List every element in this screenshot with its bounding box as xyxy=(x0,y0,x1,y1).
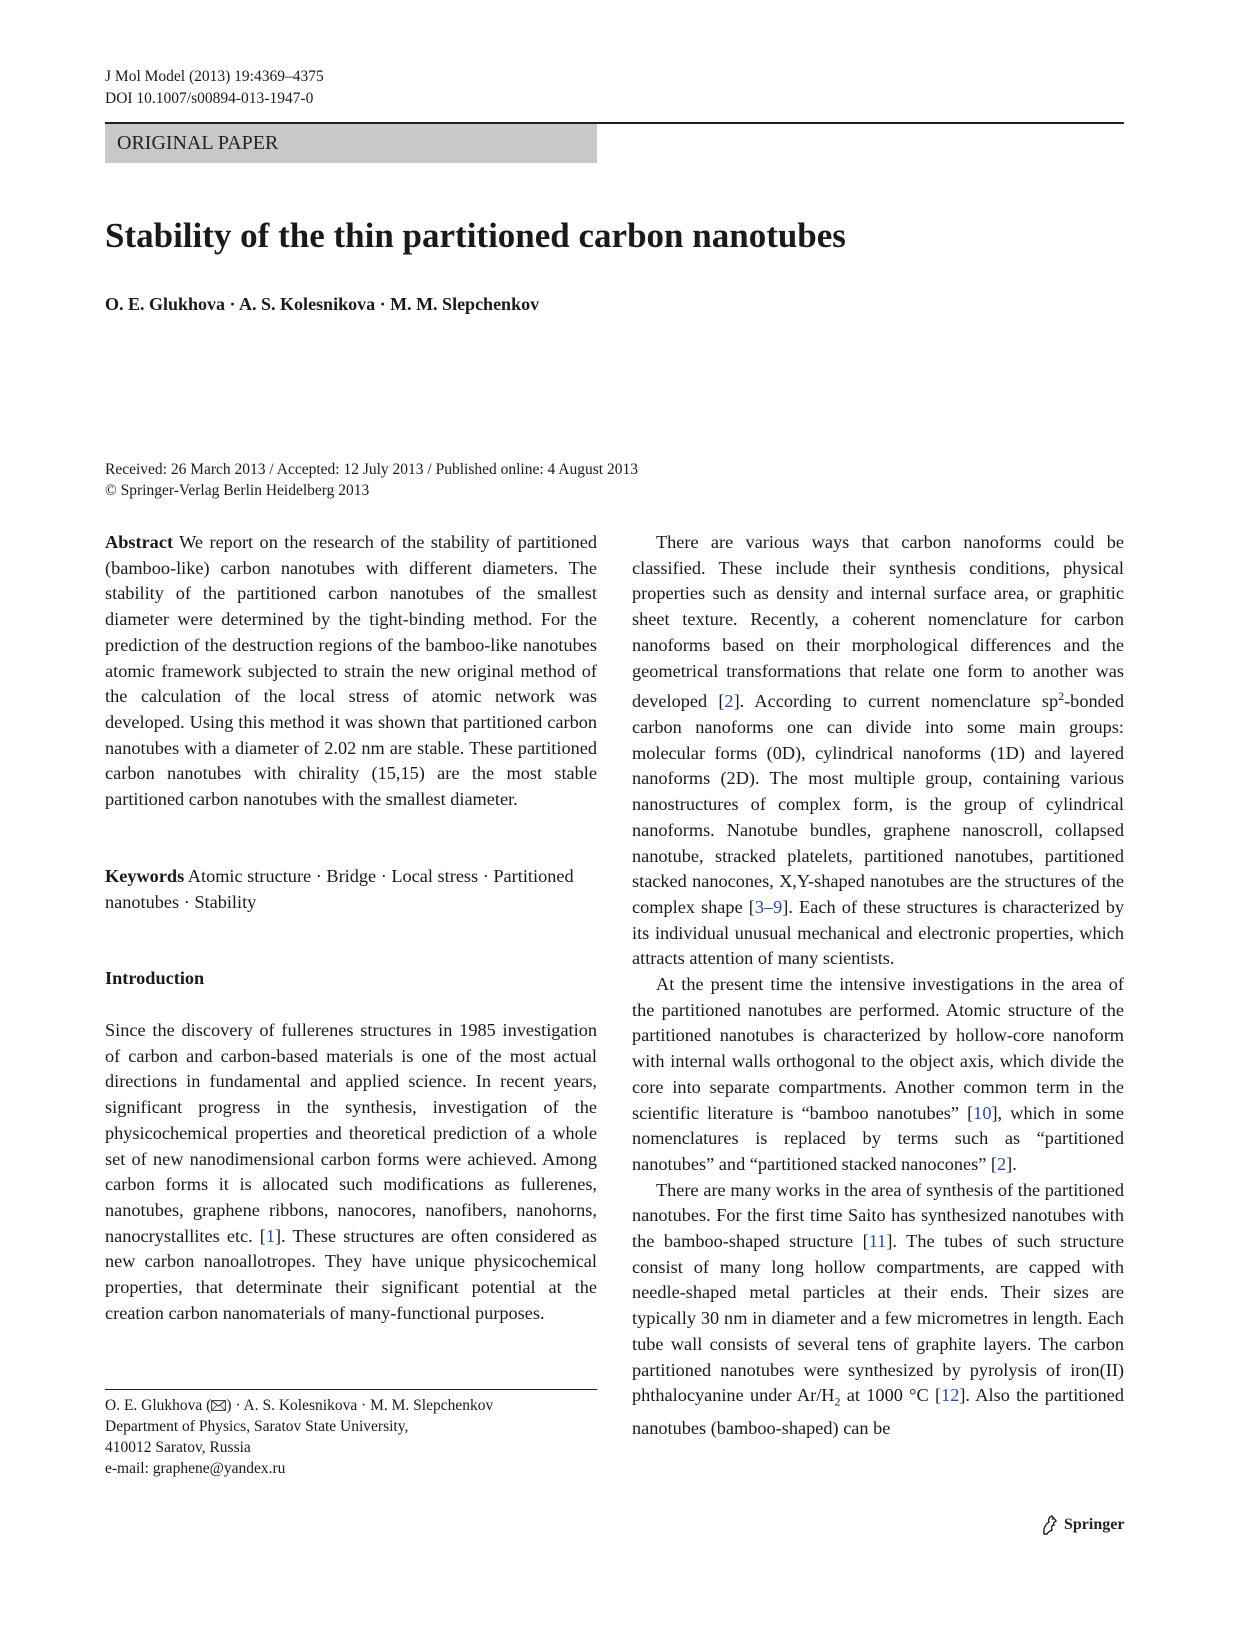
reference-link[interactable]: 11 xyxy=(868,1231,887,1252)
reference-link[interactable]: 2 xyxy=(724,691,734,712)
abstract-label: Abstract xyxy=(105,532,174,552)
intro-text: ]. These structures are often considered as new carbon nanoallotropes. They have unique physicochemical properties, that determinate their significant potential at the creation carbon nanomaterials of many-functional purposes. xyxy=(105,1225,597,1323)
publication-dates: Received: 26 March 2013 / Accepted: 12 July 2013 / Published online: 4 August 2013 xyxy=(105,461,638,478)
affiliation-city: 410012 Saratov, Russia xyxy=(105,1439,251,1456)
journal-citation: J Mol Model (2013) 19:4369–4375 xyxy=(105,68,324,85)
reference-link[interactable]: 1 xyxy=(265,1225,276,1246)
keywords-text: Atomic structure · Bridge · Local stress · Partitioned nanotubes · Stability xyxy=(105,866,574,912)
abstract-text: We report on the research of the stability of partitioned (bamboo-like) carbon nanotubes with different diameters. The stability of the partitioned carbon nanotubes of the smallest diameter were determined by the tight-binding method. For the prediction of the destruction regions of the bamboo-like nanotubes atomic framework subjected to strain the new original method of the calculation of the local stress of atomic network was developed. Using this method it was shown that partitioned carbon nanotubes with a diameter of 2.02 nm are stable. These partitioned carbon nanotubes with chirality (15,15) are the most stable partitioned carbon nanotubes with the smallest diameter. xyxy=(105,532,597,810)
publisher-logo xyxy=(1040,1514,1124,1536)
reference-link[interactable]: 12 xyxy=(941,1385,960,1406)
author-list: O. E. Glukhova · A. S. Kolesnikova · M. M. Slepchenkov xyxy=(105,294,540,314)
introduction-heading: Introduction xyxy=(105,968,205,988)
intro-text: Since the discovery of fullerenes structures in 1985 investigation of carbon and carbon-based materials is one of the most actual directions in fundamental and applied science. In recent years, significant progress in the synthesis, investigation of the physicochemical properties and theoretical prediction of a whole set of new nanodimensional carbon forms were achieved. Among carbon forms it is allocated such modifications as fullerenes, nanotubes, graphene ribbons, nanocores, nanofibers, nanohorns, nanocrystallites etc. [ xyxy=(105,1020,597,1246)
footnote-rule xyxy=(105,1389,597,1390)
introduction-body xyxy=(105,1018,597,1326)
paragraph: There are many works in the area of synthesis of the partitioned nanotubes. For the first time Saito has synthesized nanotubes with the bamboo-shaped structure [11]. The tubes of such structure consist of many long hollow compartments, are capped with needle-shaped metal particles at their ends. Their sizes are typically 30 nm in diameter and a few micrometres in length. Each tube wall consists of several tens of graphite layers. The carbon partitioned nanotubes were synthesized by pyrolysis of iron(II) phthalocyanine under $Ar/H_2$ at 1000 °C [12]. Also the partitioned nanotubes (bamboo-shaped) can be xyxy=(632,1179,1124,1438)
affiliation-email[interactable]: e-mail: graphene@yandex.ru xyxy=(105,1460,286,1477)
reference-link[interactable]: 2 xyxy=(996,1153,1007,1174)
paragraph: At the present time the intensive investigations in the area of the partitioned nanotubes are performed. Atomic structure of the partitioned nanotubes is characterized by hollow-core nanoform with internal walls orthogonal to the object axis, which divide the core into separate compartments. Another common term in the scientific literature is “bamboo nanotubes” [10], which in some nomenclatures is replaced by terms such as “partitioned nanotubes” and “partitioned stacked nanocones” [2]. xyxy=(632,974,1124,1174)
affiliation-text: ) · A. S. Kolesnikova · M. M. Slepchenkov xyxy=(226,1397,494,1414)
keywords-label: Keywords xyxy=(105,866,185,886)
paper-title: Stability of the thin partitioned carbon nanotubes xyxy=(105,216,846,255)
author-affiliation xyxy=(105,1395,493,1479)
email-envelope-icon xyxy=(211,1400,226,1411)
reference-link[interactable]: 10 xyxy=(973,1102,992,1123)
springer-horse-icon xyxy=(1040,1514,1060,1536)
journal-doi: DOI 10.1007/s00894-013-1947-0 xyxy=(105,90,314,107)
paragraph: There are various ways that carbon nanoforms could be classified. These include their synthesis conditions, physical properties such as density and internal surface area, or graphitic sheet texture. Recently, a coherent nomenclature for carbon nanoforms based on their morphological differences and the geometrical transformations that relate one form to another was developed [2]. According to current nomenclature $sp^2$-bonded carbon nanoforms one can divide into some main groups: molecular forms (0D), cylindrical nanoforms (1D) and layered nanoforms (2D). The most multiple group, containing various nanostructures of complex form, is the group of cylindrical nanoforms. Nanotube bundles, graphene nanoscroll, collapsed nanotube, stracked platelets, partitioned nanotubes, partitioned stacked nanocones, X,Y-shaped nanotubes are the structures of the complex shape [3–9]. Each of these structures is characterized by its individual unusual mechanical and electronic properties, which attracts attention of many scientists. xyxy=(632,532,1124,969)
publication-info xyxy=(105,459,638,501)
affiliation-names xyxy=(105,1395,493,1416)
keywords xyxy=(105,864,597,915)
reference-link[interactable]: 3–9 xyxy=(754,896,783,917)
journal-header xyxy=(105,66,324,110)
abstract xyxy=(105,530,597,813)
affiliation-department: Department of Physics, Saratov State University, xyxy=(105,1418,409,1435)
publisher-name: Springer xyxy=(1064,1516,1125,1533)
right-column-body xyxy=(632,530,1124,1441)
copyright-notice: © Springer-Verlag Berlin Heidelberg 2013 xyxy=(105,482,370,499)
affiliation-text: O. E. Glukhova ( xyxy=(105,1397,212,1414)
section-label: ORIGINAL PAPER xyxy=(105,124,597,163)
